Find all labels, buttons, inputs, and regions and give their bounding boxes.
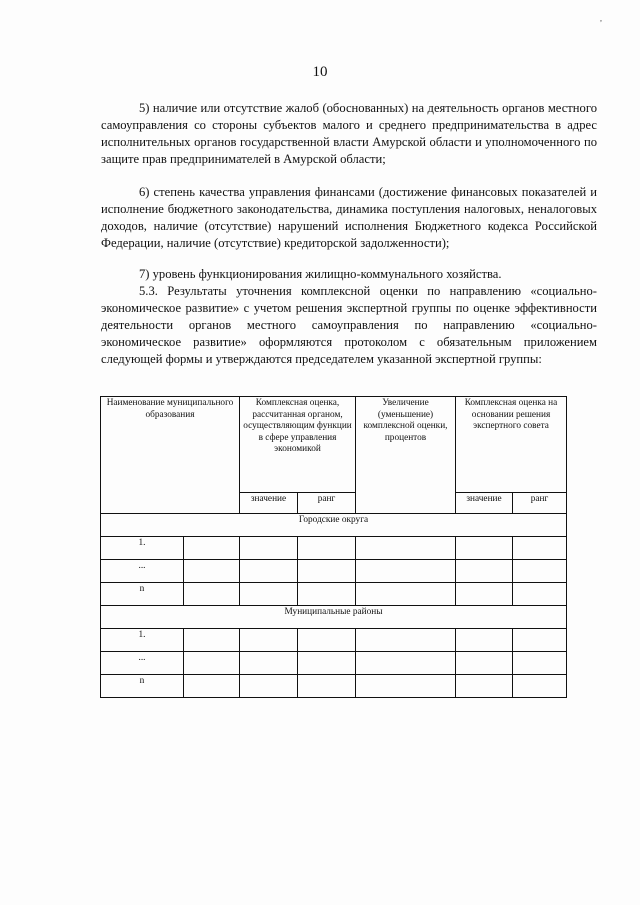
table-row [101,652,567,675]
paragraph-5-3: 5.3. Результаты уточнения комплексной оценки по направлению «социально-экономическое развитие» с учетом решения экспертной группы по оценке эффективности деятельности органов местного самоуправления по направлению «социально-экономическое развитие» оформляются протоколом с обязательным приложением следующей формы и утверждаются председателем указанной экспертной группы: [101,284,597,366]
paragraph-5: 5) наличие или отсутствие жалоб (обоснованных) на деятельность органов местного самоуправления со стороны субъектов малого и среднего предпринимательства в адрес исполнительных органов государственной власти Амурской области и уполномоченного по защите прав предпринимателей в Амурской области; [101,101,597,166]
subheader-value: значение [240,493,298,514]
section-row [101,606,567,629]
row-label: 1. [101,629,184,652]
section-title: Муниципальные районы [101,606,567,629]
page-number: 10 [312,64,328,80]
row-label: n [101,675,184,698]
table-row [101,537,567,560]
subheader-rank: ранг [298,493,356,514]
paragraph-6: 6) степень качества управления финансами (достижение финансовых показателей и исполнение бюджетного законодательства, динамика поступления налоговых, неналоговых доходов, наличие (отсутствие) нарушений исполнения Бюджетного кодекса Российской Федерации, наличие (отсутствие) кредиторской задолженности); [101,185,597,250]
row-label: ... [101,560,184,583]
row-label: 1. [101,537,184,560]
scan-mark: , [600,14,602,23]
subheader-value: значение [456,493,513,514]
section-row [101,514,567,537]
header-municipality: Наименование муниципального образования [101,397,240,514]
row-label: n [101,583,184,606]
header-change: Увеличение (уменьшение) комплексной оценки, процентов [356,397,456,514]
header-expert-score: Комплексная оценка на основании решения экспертного совета [456,397,567,493]
section-title: Городские округа [101,514,567,537]
row-label: ... [101,652,184,675]
table-row [101,629,567,652]
subheader-rank: ранг [513,493,567,514]
header-complex-score: Комплексная оценка, рассчитанная органом, осуществляющим функции в сфере управления экономикой [240,397,356,493]
table-row [101,675,567,698]
evaluation-form-table [100,396,567,698]
header-row [101,397,567,493]
table-row [101,560,567,583]
paragraph-7: 7) уровень функционирования жилищно-коммунального хозяйства. [139,267,502,281]
table-row [101,583,567,606]
